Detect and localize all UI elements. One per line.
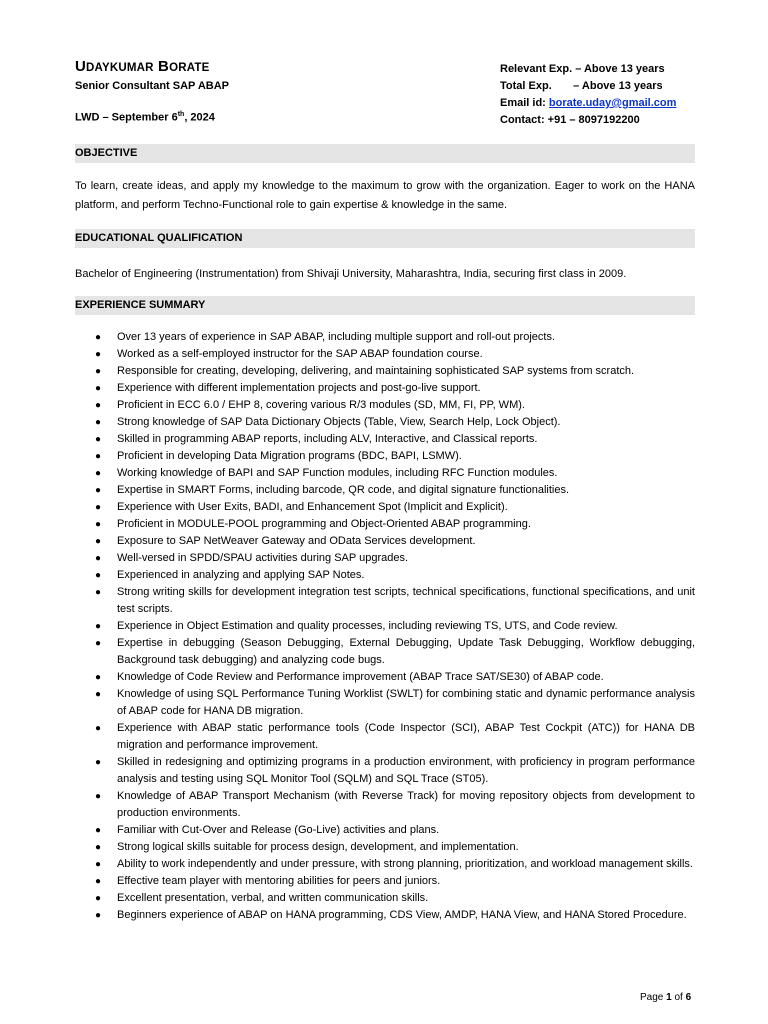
list-item: ● Knowledge of using SQL Performance Tuning Worklist (SWLT) for combining static and dynamic performance analysis of ABAP code for HANA DB migration.	[95, 688, 695, 717]
list-item: ● Knowledge of Code Review and Performance improvement (ABAP Trace SAT/SE30) of ABAP code.	[75, 669, 695, 686]
list-item: ● Proficient in MODULE-POOL programming and Object-Oriented ABAP programming.	[75, 516, 695, 533]
bullet-icon: ●	[95, 791, 102, 802]
list-item: ● Strong knowledge of SAP Data Dictionary Objects (Table, View, Search Help, Lock Object).	[75, 414, 695, 431]
email-link[interactable]: borate.uday@gmail.com	[548, 97, 677, 109]
bullet-icon: ●	[95, 519, 102, 530]
relevant-experience: Relevant Exp. – Above 13 years	[500, 63, 665, 75]
list-item: ● Well-versed in SPDD/SPAU activities during SAP upgrades.	[75, 550, 695, 567]
last-working-day: LWD – September 6th, 2024	[75, 111, 215, 124]
list-item: ● Strong writing skills for development integration test scripts, technical specifications, functional specifications, and unit test scripts.	[95, 586, 695, 615]
list-item: ● Responsible for creating, developing, delivering, and maintaining sophisticated SAP systems from scratch.	[75, 363, 695, 380]
bullet-icon: ●	[95, 332, 102, 343]
bullet-icon: ●	[95, 451, 102, 462]
bullet-icon: ●	[95, 468, 102, 479]
page-footer: Page 1 of 6	[640, 992, 692, 1003]
bullet-icon: ●	[95, 689, 102, 700]
list-item: ● Knowledge of ABAP Transport Mechanism (with Reverse Track) for moving repository objects from development to production environments.	[95, 790, 695, 819]
list-item: ● Beginners experience of ABAP on HANA programming, CDS View, AMDP, HANA View, and HANA Stored Procedure.	[75, 907, 695, 924]
list-item: ● Ability to work independently and under pressure, with strong planning, prioritization, and workload management skills.	[75, 856, 695, 873]
list-item: ● Excellent presentation, verbal, and written communication skills.	[75, 890, 695, 907]
education-text: Bachelor of Engineering (Instrumentation) from Shivaji University, Maharashtra, India, securing first class in 2009.	[75, 268, 627, 280]
contact-number: Contact: +91 – 8097192200	[500, 114, 640, 126]
candidate-name: UDAYKUMAR BORATE	[75, 58, 210, 75]
list-item: ● Familiar with Cut-Over and Release (Go-Live) activities and plans.	[75, 822, 695, 839]
list-item: ● Experience with ABAP static performance tools (Code Inspector (SCI), ABAP Test Cockpit (ATC)) for HANA DB migration and performance improvement.	[95, 722, 695, 751]
bullet-icon: ●	[95, 893, 102, 904]
bullet-icon: ●	[95, 638, 102, 649]
bullet-icon: ●	[95, 876, 102, 887]
education-heading: EDUCATIONAL QUALIFICATION	[75, 229, 695, 248]
list-item: ● Skilled in programming ABAP reports, including ALV, Interactive, and Classical reports.	[75, 431, 695, 448]
objective-heading: OBJECTIVE	[75, 144, 695, 163]
list-item: ● Experienced in analyzing and applying SAP Notes.	[75, 567, 695, 584]
total-experience: Total Exp. – Above 13 years	[500, 80, 663, 92]
list-item: ● Skilled in redesigning and optimizing programs in a production environment, with proficiency in program performance analysis and testing using SQL Monitor Tool (SQLM) and SQL Trace (ST05).	[95, 756, 695, 785]
list-item: ● Expertise in SMART Forms, including barcode, QR code, and digital signature functionalities.	[75, 482, 695, 499]
bullet-icon: ●	[95, 349, 102, 360]
resume-page	[75, 56, 695, 924]
bullet-icon: ●	[95, 485, 102, 496]
bullet-icon: ●	[95, 910, 102, 921]
resume-header	[75, 56, 695, 132]
bullet-icon: ●	[95, 502, 102, 513]
bullet-icon: ●	[95, 672, 102, 683]
list-item: ● Proficient in developing Data Migration programs (BDC, BAPI, LSMW).	[75, 448, 695, 465]
list-item: ● Experience in Object Estimation and quality processes, including reviewing TS, UTS, and Code review.	[75, 618, 695, 635]
bullet-icon: ●	[95, 366, 102, 377]
list-item: ● Over 13 years of experience in SAP ABAP, including multiple support and roll-out projects.	[75, 329, 695, 346]
list-item: ● Worked as a self-employed instructor for the SAP ABAP foundation course.	[75, 346, 695, 363]
bullet-icon: ●	[95, 536, 102, 547]
bullet-icon: ●	[95, 553, 102, 564]
contact-block	[500, 61, 676, 129]
candidate-role: Senior Consultant SAP ABAP	[75, 80, 230, 92]
bullet-icon: ●	[95, 859, 102, 870]
bullet-icon: ●	[95, 825, 102, 836]
list-item: ● Working knowledge of BAPI and SAP Function modules, including RFC Function modules.	[75, 465, 695, 482]
bullet-icon: ●	[95, 757, 102, 768]
email-row: Email id: borate.uday@gmail.com	[500, 97, 677, 109]
bullet-icon: ●	[95, 417, 102, 428]
bullet-icon: ●	[95, 434, 102, 445]
bullet-icon: ●	[95, 842, 102, 853]
bullet-icon: ●	[95, 621, 102, 632]
bullet-icon: ●	[95, 723, 102, 734]
list-item: ● Proficient in ECC 6.0 / EHP 8, covering various R/3 modules (SD, MM, FI, PP, WM).	[75, 397, 695, 414]
bullet-icon: ●	[95, 587, 102, 598]
objective-text: To learn, create ideas, and apply my knowledge to the maximum to grow with the organization. Eager to work on the HANA platform, and perform Techno-Functional role to gain expertise & knowledge in the same.	[75, 180, 695, 211]
list-item: ● Experience with different implementation projects and post-go-live support.	[75, 380, 695, 397]
experience-list	[75, 329, 695, 924]
list-item: ● Strong logical skills suitable for process design, development, and implementation.	[75, 839, 695, 856]
list-item: ● Exposure to SAP NetWeaver Gateway and OData Services development.	[75, 533, 695, 550]
list-item: ● Effective team player with mentoring abilities for peers and juniors.	[75, 873, 695, 890]
bullet-icon: ●	[95, 570, 102, 581]
bullet-icon: ●	[95, 400, 102, 411]
list-item: ● Experience with User Exits, BADI, and Enhancement Spot (Implicit and Explicit).	[75, 499, 695, 516]
list-item: ● Expertise in debugging (Season Debugging, External Debugging, Update Task Debugging, Workflow debugging, Background task debugging) and analyzing code bugs.	[95, 637, 695, 666]
bullet-icon: ●	[95, 383, 102, 394]
experience-heading: EXPERIENCE SUMMARY	[75, 296, 695, 315]
